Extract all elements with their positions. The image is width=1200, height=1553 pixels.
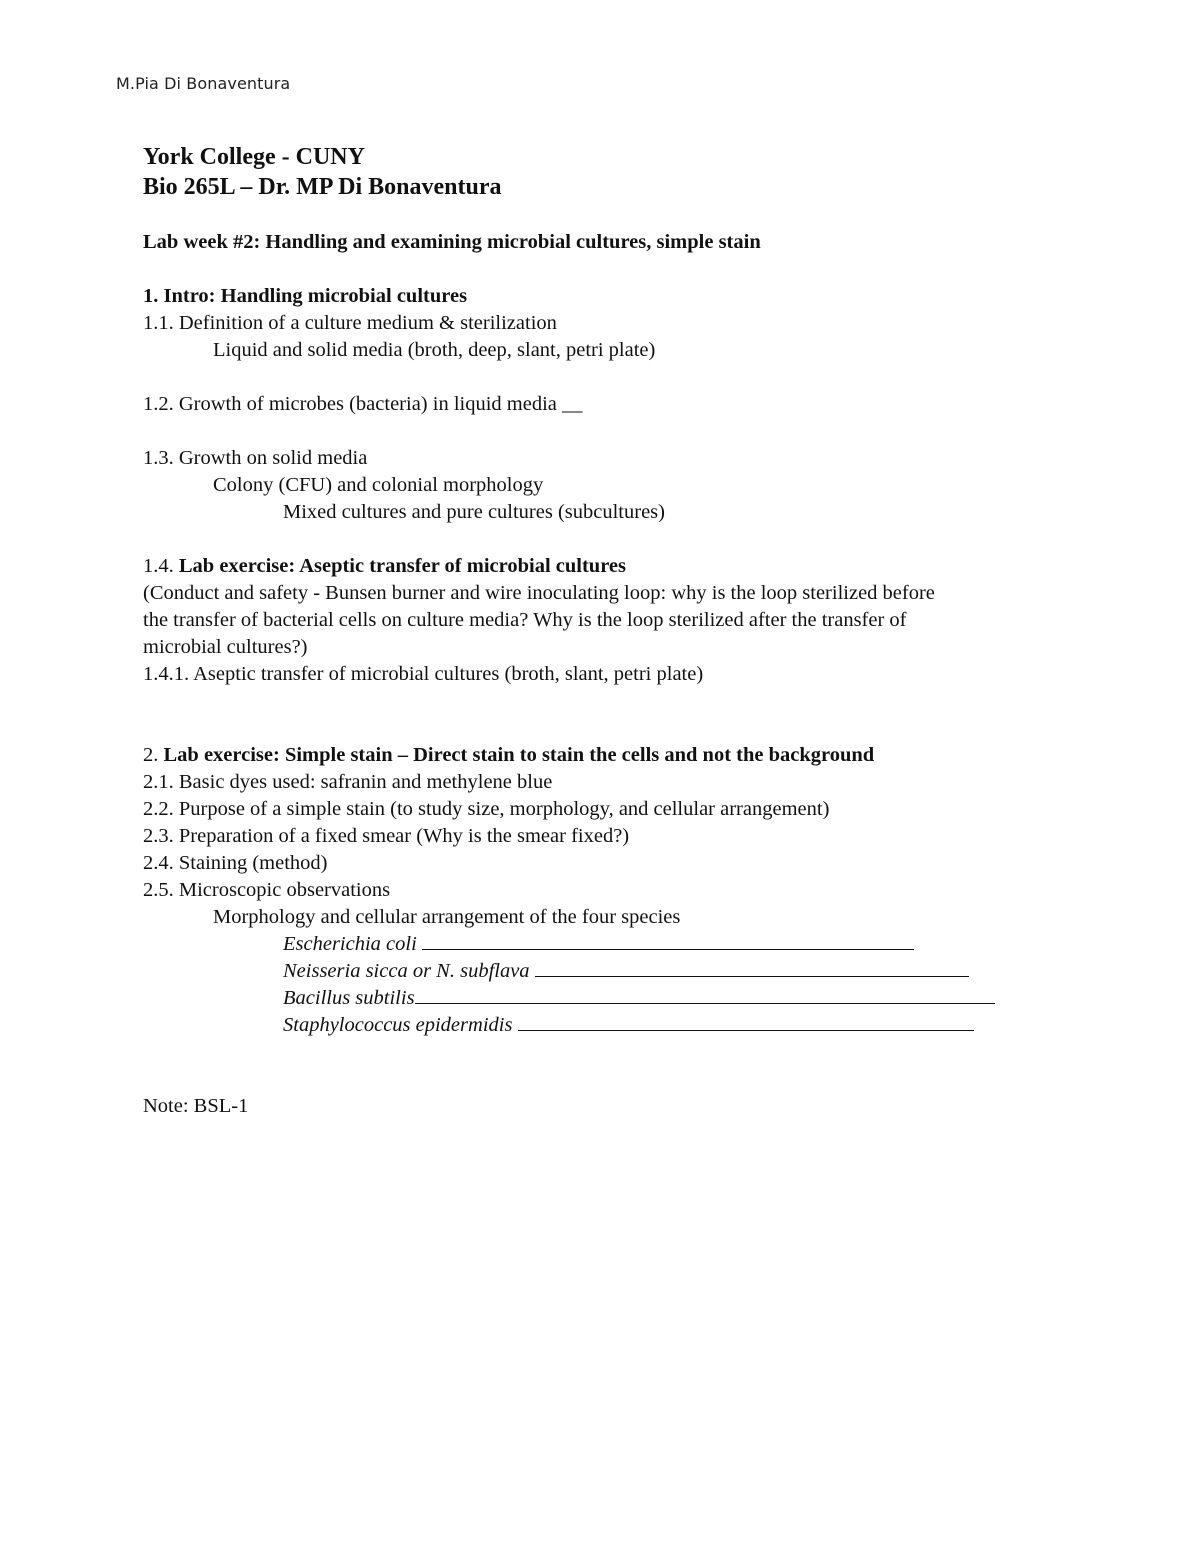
item-2-1: 2.1. Basic dyes used: safranin and methylene blue bbox=[143, 771, 553, 793]
item-2-5-sub: Morphology and cellular arrangement of the four species bbox=[213, 906, 681, 928]
item-1-4-1: 1.4.1. Aseptic transfer of microbial cultures (broth, slant, petri plate) bbox=[143, 663, 704, 685]
item-1-1: 1.1. Definition of a culture medium & sterilization bbox=[143, 312, 557, 334]
item-1-4-text-line2: the transfer of bacterial cells on culture media? Why is the loop sterilized after the transfer of bbox=[143, 609, 907, 631]
species-row-4 bbox=[143, 1012, 1143, 1039]
item-1-1-sub: Liquid and solid media (broth, deep, slant, petri plate) bbox=[213, 339, 656, 361]
item-2-3: 2.3. Preparation of a fixed smear (Why is the smear fixed?) bbox=[143, 825, 630, 847]
species-name-4: Staphylococcus epidermidis bbox=[283, 1014, 513, 1036]
species-row-2 bbox=[143, 958, 1143, 985]
species-row-1 bbox=[143, 931, 1143, 958]
species-row-3 bbox=[143, 985, 1143, 1012]
item-1-3-subsub: Mixed cultures and pure cultures (subcultures) bbox=[283, 501, 665, 523]
section2-heading-number: 2. bbox=[143, 744, 159, 766]
item-1-3: 1.3. Growth on solid media bbox=[143, 447, 368, 469]
item-2-5: 2.5. Microscopic observations bbox=[143, 879, 391, 901]
document-body bbox=[143, 142, 1143, 1120]
item-1-2: 1.2. Growth of microbes (bacteria) in liquid media __ bbox=[143, 393, 583, 415]
item-1-3-sub: Colony (CFU) and colonial morphology bbox=[213, 474, 544, 496]
item-2-2: 2.2. Purpose of a simple stain (to study size, morphology, and cellular arrangement) bbox=[143, 798, 830, 820]
item-1-4-number: 1.4. bbox=[143, 555, 174, 577]
answer-blank-4 bbox=[518, 1012, 974, 1031]
lab-week-heading: Lab week #2: Handling and examining microbial cultures, simple stain bbox=[143, 231, 761, 253]
page-header-author: M.Pia Di Bonaventura bbox=[116, 74, 291, 93]
item-1-4-heading bbox=[143, 553, 1143, 580]
species-name-2: Neisseria sicca or N. subflava bbox=[283, 960, 530, 982]
item-1-4-text-line1: (Conduct and safety - Bunsen burner and wire inoculating loop: why is the loop sterilized before bbox=[143, 582, 935, 604]
institution-title: York College - CUNY bbox=[143, 144, 365, 170]
item-2-4: 2.4. Staining (method) bbox=[143, 852, 328, 874]
section1-heading: 1. Intro: Handling microbial cultures bbox=[143, 285, 468, 307]
section2-heading bbox=[143, 742, 1143, 769]
species-name-1: Escherichia coli bbox=[283, 933, 417, 955]
answer-blank-1 bbox=[422, 931, 914, 950]
note: Note: BSL-1 bbox=[143, 1095, 249, 1117]
answer-blank-3 bbox=[415, 985, 995, 1004]
section2-heading-text: Lab exercise: Simple stain – Direct stain to stain the cells and not the background bbox=[163, 744, 875, 766]
item-1-4-text-line3: microbial cultures?) bbox=[143, 636, 308, 658]
species-name-3: Bacillus subtilis bbox=[283, 987, 415, 1009]
course-title: Bio 265L – Dr. MP Di Bonaventura bbox=[143, 174, 502, 200]
answer-blank-2 bbox=[535, 958, 969, 977]
item-1-4-title: Lab exercise: Aseptic transfer of microbial cultures bbox=[178, 555, 627, 577]
